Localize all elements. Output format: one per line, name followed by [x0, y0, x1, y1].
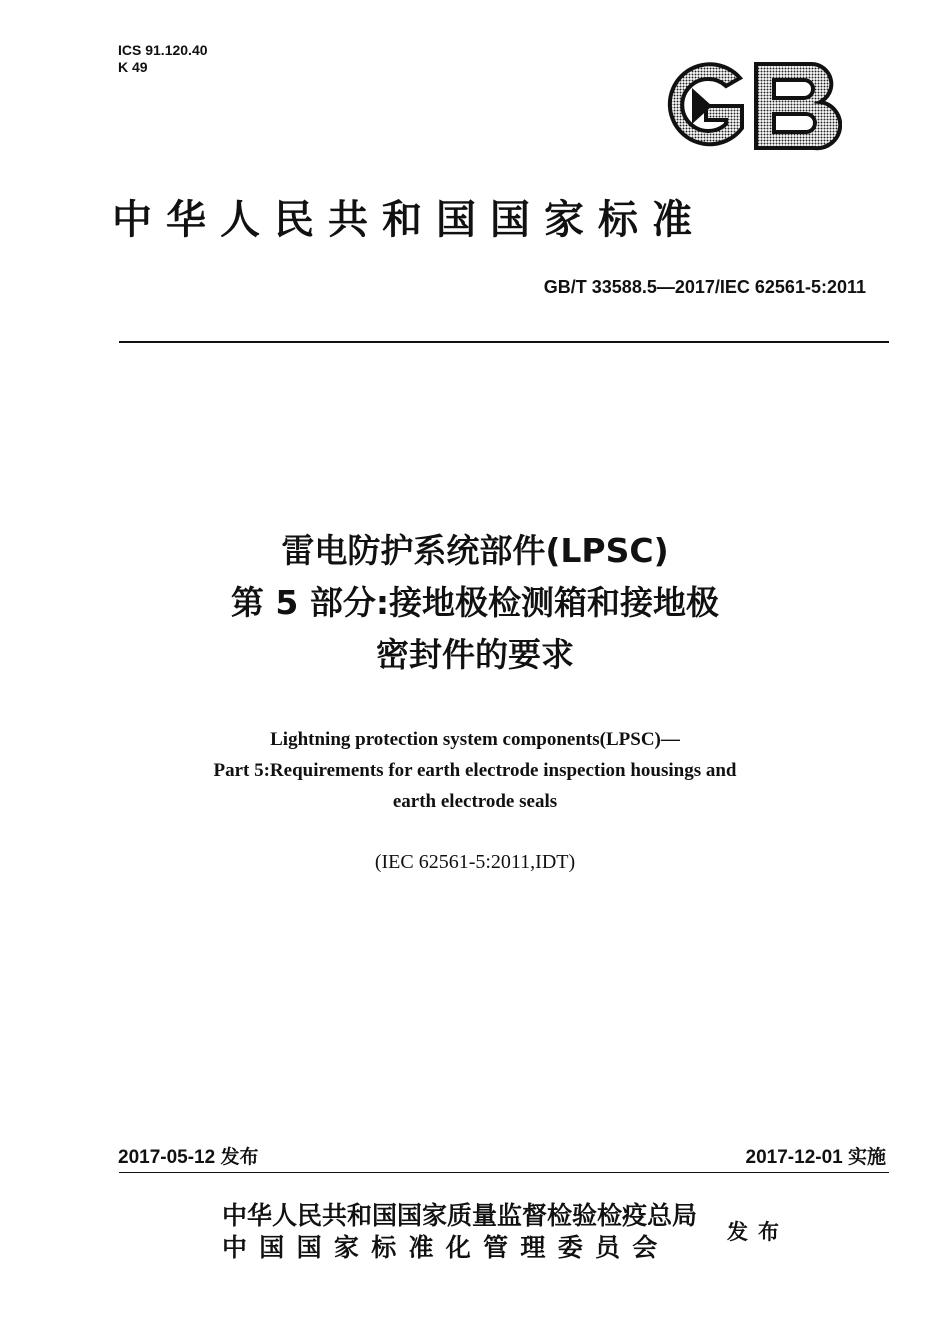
issuer-line-2: 中国国家标准化管理委员会	[222, 1233, 670, 1262]
implementation-date: 2017-12-01 实施	[745, 1147, 886, 1168]
publish-label: 发布	[727, 1219, 789, 1244]
gb-logo-icon	[652, 58, 842, 154]
english-title-line-2: Part 5:Requirements for earth electrode inspection housings and	[213, 760, 737, 781]
header-divider	[119, 341, 889, 343]
issue-date: 2017-05-12 发布	[118, 1147, 259, 1168]
national-standard-title: 中华人民共和国国家标准	[112, 196, 706, 243]
classification-codes	[118, 42, 208, 76]
issuer-line-1: 中华人民共和国国家质量监督检验检疫总局	[222, 1201, 698, 1230]
standard-number: GB/T 33588.5—2017/IEC 62561-5:2011	[543, 277, 866, 297]
english-title-line-1: Lightning protection system components(LPSC)—	[270, 729, 680, 750]
chinese-title	[0, 525, 950, 681]
chinese-title-line-2: 第 5 部分:接地极检测箱和接地极	[230, 583, 720, 622]
english-title	[0, 724, 950, 817]
english-title-line-3: earth electrode seals	[392, 791, 558, 812]
ics-code: ICS 91.120.40	[118, 42, 208, 58]
chinese-title-line-3: 密封件的要求	[376, 635, 574, 674]
ccs-code: K 49	[118, 59, 148, 75]
footer-divider	[119, 1172, 889, 1173]
issuing-authorities	[222, 1200, 697, 1264]
adoption-note: (IEC 62561-5:2011,IDT)	[374, 851, 576, 873]
logo-text: GB	[652, 58, 654, 59]
chinese-title-line-1: 雷电防护系统部件(LPSC)	[281, 531, 669, 570]
